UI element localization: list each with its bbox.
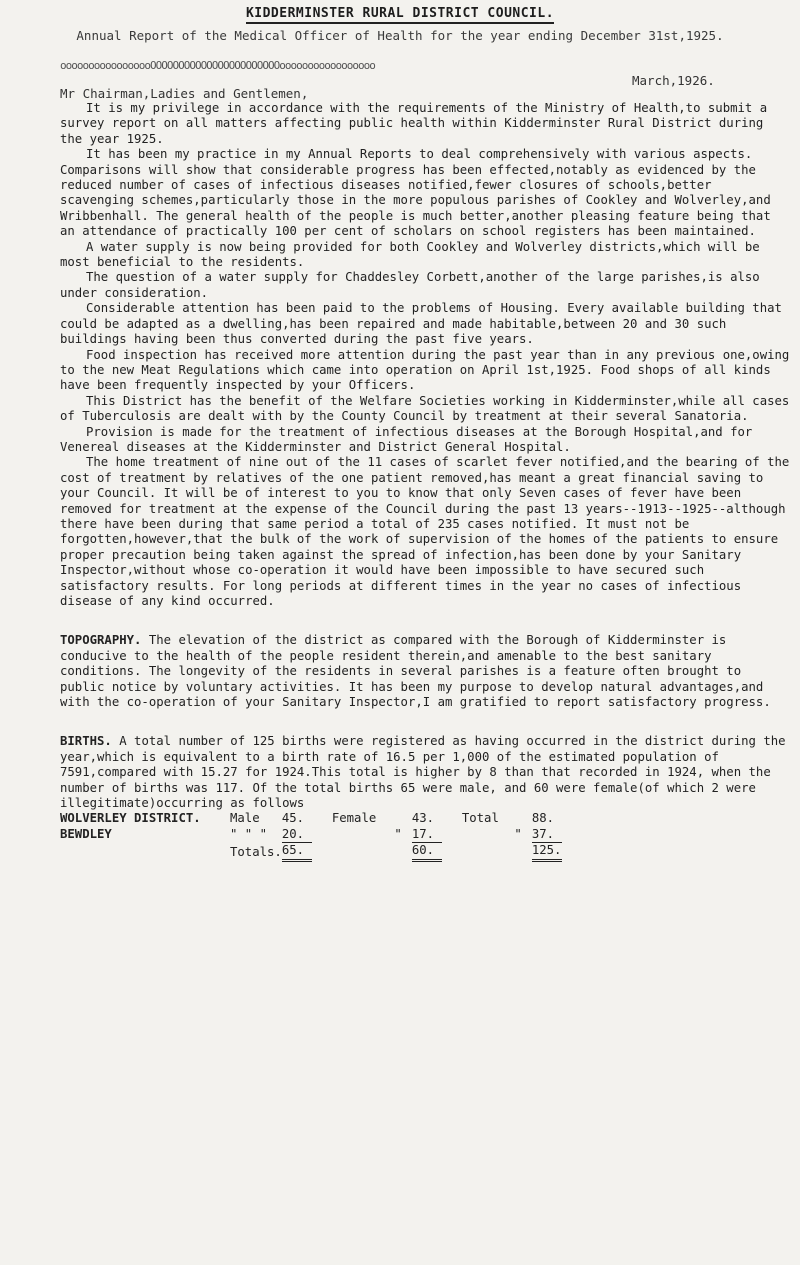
paragraph: Provision is made for the treatment of infectious diseases at the Borough Hospital,and for Venereal diseases at the Kidderminster and District General Hospital. [60, 424, 753, 454]
topography-text: The elevation of the district as compared with the Borough of Kidderminster is conducive to the health of the people resident therein,and amenable to the best sanitary conditions. The longevity of the residents in several parishes is a feature often brought to public notice by voluntary activities. It has been my purpose to develop natural advantages,and with the co-operation of your Sanitary Inspector,I am gratified to report satisfactory progress. [60, 633, 771, 710]
female-total: 60. [412, 843, 442, 860]
births-table [60, 811, 562, 861]
paragraph: The home treatment of nine out of the 11 cases of scarlet fever notified,and the bearing of the cost of treatment by relatives of the one patient removed,has meant a great financial saving to your Council. It will be of interest to you to know that only Seven cases of fever have been removed for treatment at the expense of the Council during the past 13 years--1913--1925--although there have been during that same period a total of 235 cases notified. It must not be forgotten,however,that the bulk of the work of supervision of the homes of the patients to ensure proper precaution being taken against the spread of infection,has been done by your Sanitary Inspector,without whose co-operation it would have been impossible to have secured such satisfactory results. For long periods at different times in the year no cases of infectious disease of any kind occurred. [60, 455, 790, 608]
female-count: 43. [411, 811, 435, 826]
paragraph: It has been my practice in my Annual Reports to deal comprehensively with various aspects. Comparisons will show that considerable progress has been effected,notably as evidenced by the reduced number of cases of infectious diseases notified,fewer closures of schools,better scavenging schemes,particularly those in the more populous parishes of Cookley and Wolverley,and Wribbenhall. The general health of the people is much better,another pleasing feature being that an attendance of practically 100 per cent of scholars on school registers has been maintained. [60, 147, 771, 239]
paragraph: Food inspection has received more attention during the past year than in any previous one,owing to the new Meat Regulations which came into operation on April 1st,1925. Food shops of all kinds have been frequently inspected by your Officers. [60, 347, 790, 393]
births-text: A total number of 125 births were registered as having occurred in the district during the year,which is equivalent to a birth rate of 16.5 per 1,000 of the estimated population of 7591,compared with 15.27 for 1924.This total is higher by 8 than that recorded in 1924, when the number of births was 117. Of the total births 65 were male, and 60 were female(of which 2 were illegitimate)occurring as follows [60, 734, 786, 811]
total-count: 88. [531, 811, 555, 826]
council-heading [0, 6, 800, 21]
male-count: 45. [281, 811, 305, 826]
total-label: Total [461, 811, 499, 826]
report-body [60, 101, 790, 862]
totals-row [60, 843, 562, 860]
grand-total: 125. [532, 843, 562, 860]
paragraph: A water supply is now being provided for both Cookley and Wolverley districts,which will be most beneficial to the residents. [60, 239, 760, 270]
paragraph: The question of a water supply for Chaddesley Corbett,another of the large parishes,is also under consideration. [60, 270, 760, 300]
paragraph: This District has the benefit of the Welfare Societies working in Kidderminster,while all cases of Tuberculosis are dealt with by the County Council by treatment at their several Sanatoria. [60, 393, 790, 424]
male-total: 65. [282, 843, 312, 860]
council-title: KIDDERMINSTER RURAL DISTRICT COUNCIL. [246, 6, 554, 24]
female-label: Female [331, 811, 377, 826]
paragraph: Considerable attention has been paid to the problems of Housing. Every available building that could be adapted as a dwelling,has been repaired and made habitable,between 20 and 30 such buildings having been thus converted during the past five years. [60, 301, 782, 347]
female-label: " [394, 827, 402, 842]
total-count: 37. [532, 827, 562, 843]
total-label: " [514, 827, 522, 842]
totals-label: Totals. [230, 844, 282, 859]
paragraph: It is my privilege in accordance with the requirements of the Ministry of Health,to submit a survey report on all matters affecting public health within Kidderminster Rural District during the year 1925. [60, 101, 768, 146]
table-row [60, 827, 562, 843]
area-name: WOLVERLEY DISTRICT. [60, 811, 201, 826]
male-label: " " " [230, 827, 268, 842]
topography-heading: TOPOGRAPHY. [60, 633, 142, 648]
report-date: March,1926. [632, 73, 715, 88]
births-section [60, 734, 790, 811]
male-count: 20. [282, 827, 312, 843]
male-label: Male [230, 811, 260, 826]
report-subtitle: Annual Report of the Medical Officer of Health for the year ending December 31st,1925. [76, 28, 724, 43]
births-heading: BIRTHS. [60, 734, 112, 749]
salutation: Mr Chairman,Ladies and Gentlemen, [60, 86, 309, 101]
table-row [60, 811, 562, 826]
decorative-rule: ooooooooooooooooOOOOOOOOOOOOOOOOOOOOOOOooooooooooooooooo [60, 59, 375, 72]
area-name: BEWDLEY [60, 827, 112, 842]
topography-section [60, 633, 790, 710]
female-count: 17. [412, 827, 442, 843]
